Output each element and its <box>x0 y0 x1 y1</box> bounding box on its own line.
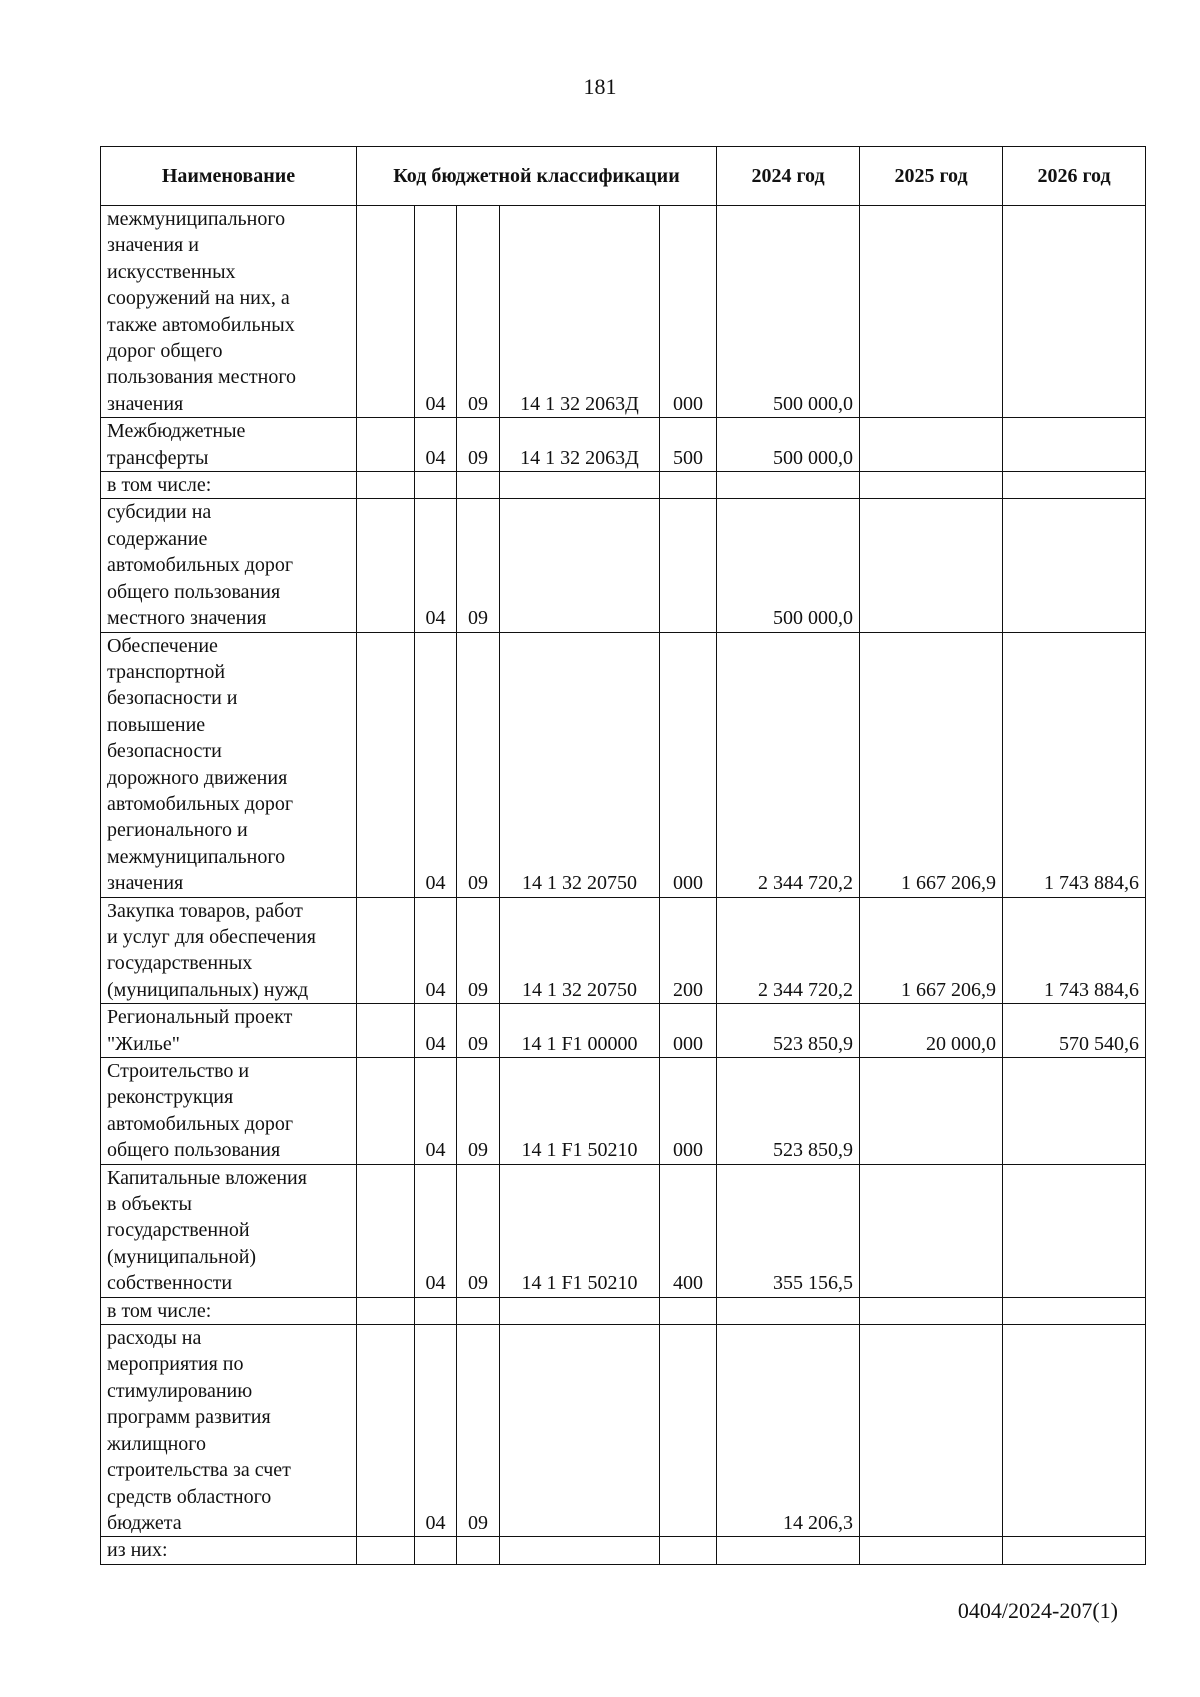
table-row <box>101 1004 1146 1058</box>
code-section: 04 <box>415 418 457 472</box>
code-empty <box>357 206 415 418</box>
code-empty <box>357 1058 415 1165</box>
row-name: из них: <box>101 1537 357 1564</box>
header-2024: 2024 год <box>717 147 860 206</box>
row-name: Обеспечение транспортной безопасности и повышение безопасности дорожного движения автомобильных дорог регионального и межмуниципального значения <box>101 632 357 897</box>
code-target <box>500 1325 660 1537</box>
code-empty <box>357 897 415 1004</box>
code-empty <box>357 1537 415 1564</box>
budget-table <box>100 146 1146 1565</box>
value-2026 <box>1003 499 1146 632</box>
value-2025: 1 667 206,9 <box>860 897 1003 1004</box>
code-expense-type: 400 <box>660 1164 717 1297</box>
value-2025 <box>860 1537 1003 1564</box>
code-subsection: 09 <box>457 206 500 418</box>
value-2026 <box>1003 472 1146 499</box>
code-expense-type <box>660 499 717 632</box>
row-name: Капитальные вложения в объекты государственной (муниципальной) собственности <box>101 1164 357 1297</box>
code-subsection: 09 <box>457 1004 500 1058</box>
value-2026 <box>1003 1325 1146 1537</box>
code-expense-type <box>660 1325 717 1537</box>
value-2024: 523 850,9 <box>717 1058 860 1165</box>
code-target <box>500 1537 660 1564</box>
value-2024 <box>717 1297 860 1324</box>
table-row <box>101 897 1146 1004</box>
value-2026 <box>1003 1537 1146 1564</box>
value-2026: 1 743 884,6 <box>1003 897 1146 1004</box>
table-body <box>101 206 1146 1565</box>
value-2025 <box>860 499 1003 632</box>
value-2026 <box>1003 206 1146 418</box>
code-section: 04 <box>415 1325 457 1537</box>
code-target: 14 1 32 2063Д <box>500 418 660 472</box>
code-target: 14 1 F1 50210 <box>500 1058 660 1165</box>
value-2024: 523 850,9 <box>717 1004 860 1058</box>
value-2025 <box>860 1164 1003 1297</box>
header-row <box>101 147 1146 206</box>
value-2026 <box>1003 418 1146 472</box>
row-name: Региональный проект "Жилье" <box>101 1004 357 1058</box>
value-2026: 1 743 884,6 <box>1003 632 1146 897</box>
code-subsection: 09 <box>457 1058 500 1165</box>
header-code: Код бюджетной классификации <box>357 147 717 206</box>
value-2024: 14 206,3 <box>717 1325 860 1537</box>
table-row <box>101 1164 1146 1297</box>
value-2026 <box>1003 1297 1146 1324</box>
code-expense-type: 000 <box>660 1058 717 1165</box>
code-subsection: 09 <box>457 1164 500 1297</box>
table-row <box>101 472 1146 499</box>
code-subsection: 09 <box>457 632 500 897</box>
code-target: 14 1 32 20750 <box>500 632 660 897</box>
value-2025 <box>860 206 1003 418</box>
table-row <box>101 1537 1146 1564</box>
code-subsection: 09 <box>457 897 500 1004</box>
value-2025: 1 667 206,9 <box>860 632 1003 897</box>
code-target: 14 1 F1 50210 <box>500 1164 660 1297</box>
row-name: в том числе: <box>101 1297 357 1324</box>
value-2024: 500 000,0 <box>717 499 860 632</box>
code-section <box>415 472 457 499</box>
table-row <box>101 499 1146 632</box>
code-section: 04 <box>415 499 457 632</box>
code-empty <box>357 418 415 472</box>
row-name: расходы на мероприятия по стимулированию программ развития жилищного строительства за счет средств областного бюджета <box>101 1325 357 1537</box>
page-number: 181 <box>583 74 617 99</box>
row-name: Закупка товаров, работ и услуг для обеспечения государственных (муниципальных) нужд <box>101 897 357 1004</box>
code-empty <box>357 499 415 632</box>
code-expense-type <box>660 1297 717 1324</box>
value-2025 <box>860 472 1003 499</box>
code-expense-type <box>660 1537 717 1564</box>
value-2026 <box>1003 1164 1146 1297</box>
code-section <box>415 1297 457 1324</box>
code-expense-type: 000 <box>660 632 717 897</box>
row-name: Межбюджетные трансферты <box>101 418 357 472</box>
code-target: 14 1 32 20750 <box>500 897 660 1004</box>
code-section: 04 <box>415 1058 457 1165</box>
code-section: 04 <box>415 897 457 1004</box>
code-empty <box>357 1004 415 1058</box>
code-empty <box>357 1297 415 1324</box>
value-2025 <box>860 1058 1003 1165</box>
code-expense-type: 200 <box>660 897 717 1004</box>
row-name: Строительство и реконструкция автомобильных дорог общего пользования <box>101 1058 357 1165</box>
code-target: 14 1 F1 00000 <box>500 1004 660 1058</box>
row-name: в том числе: <box>101 472 357 499</box>
value-2024 <box>717 472 860 499</box>
code-section: 04 <box>415 1004 457 1058</box>
value-2024: 500 000,0 <box>717 418 860 472</box>
value-2026 <box>1003 1058 1146 1165</box>
table-row <box>101 632 1146 897</box>
value-2026: 570 540,6 <box>1003 1004 1146 1058</box>
table-row <box>101 1297 1146 1324</box>
code-subsection <box>457 1297 500 1324</box>
header-name: Наименование <box>101 147 357 206</box>
code-expense-type: 500 <box>660 418 717 472</box>
code-empty <box>357 632 415 897</box>
value-2024 <box>717 1537 860 1564</box>
value-2025 <box>860 1297 1003 1324</box>
row-name: субсидии на содержание автомобильных дорог общего пользования местного значения <box>101 499 357 632</box>
value-2025 <box>860 1325 1003 1537</box>
document-code: 0404/2024-207(1) <box>957 1598 1118 1623</box>
code-subsection: 09 <box>457 499 500 632</box>
table-row <box>101 1058 1146 1165</box>
code-section: 04 <box>415 1164 457 1297</box>
code-target: 14 1 32 2063Д <box>500 206 660 418</box>
value-2024: 500 000,0 <box>717 206 860 418</box>
code-expense-type: 000 <box>660 206 717 418</box>
table-row <box>101 1325 1146 1537</box>
code-empty <box>357 1325 415 1537</box>
value-2025 <box>860 418 1003 472</box>
code-expense-type: 000 <box>660 1004 717 1058</box>
code-section <box>415 1537 457 1564</box>
value-2024: 355 156,5 <box>717 1164 860 1297</box>
value-2024: 2 344 720,2 <box>717 632 860 897</box>
table-row <box>101 418 1146 472</box>
code-target <box>500 1297 660 1324</box>
value-2025: 20 000,0 <box>860 1004 1003 1058</box>
row-name: межмуниципального значения и искусственных сооружений на них, а также автомобильных дорог общего пользования местного значения <box>101 206 357 418</box>
code-subsection <box>457 1537 500 1564</box>
code-empty <box>357 472 415 499</box>
code-section: 04 <box>415 206 457 418</box>
code-subsection <box>457 472 500 499</box>
header-2025: 2025 год <box>860 147 1003 206</box>
code-section: 04 <box>415 632 457 897</box>
code-target <box>500 499 660 632</box>
code-expense-type <box>660 472 717 499</box>
code-empty <box>357 1164 415 1297</box>
code-target <box>500 472 660 499</box>
value-2024: 2 344 720,2 <box>717 897 860 1004</box>
code-subsection: 09 <box>457 1325 500 1537</box>
table-row <box>101 206 1146 418</box>
header-2026: 2026 год <box>1003 147 1146 206</box>
code-subsection: 09 <box>457 418 500 472</box>
